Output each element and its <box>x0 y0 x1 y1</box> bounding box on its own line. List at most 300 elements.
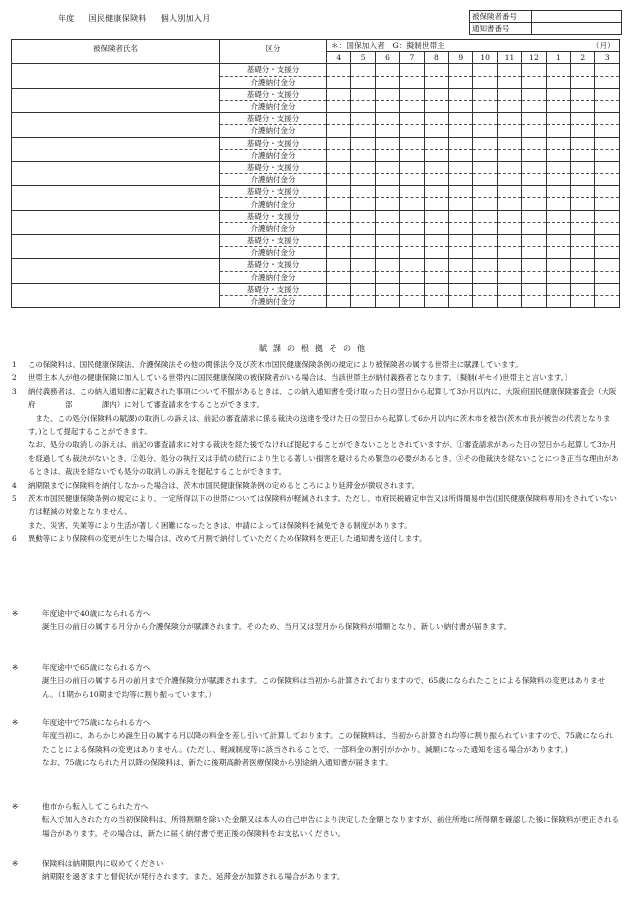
month-cell <box>571 113 595 125</box>
month-cell <box>473 125 497 137</box>
month-header-cell: 7 <box>400 52 424 64</box>
month-cell <box>424 100 448 112</box>
month-cell <box>351 247 375 259</box>
month-cell <box>595 259 620 271</box>
month-cell <box>424 137 448 149</box>
month-header-cell: 10 <box>473 52 497 64</box>
month-cell <box>595 100 620 112</box>
table-row <box>12 64 620 76</box>
month-cell <box>473 235 497 247</box>
note-item <box>12 385 620 412</box>
category-care: 介護納付金分 <box>220 271 327 283</box>
month-cell <box>327 295 351 307</box>
month-cell <box>546 283 570 295</box>
month-cell <box>400 113 424 125</box>
month-cell <box>327 149 351 161</box>
insured-number-value <box>532 11 622 23</box>
month-cell <box>571 64 595 76</box>
month-cell <box>400 149 424 161</box>
month-header-cell: 2 <box>571 52 595 64</box>
insured-number-label: 被保険者番号 <box>470 11 532 23</box>
month-cell <box>351 210 375 222</box>
month-cell <box>449 125 473 137</box>
month-header-cell: 8 <box>424 52 448 64</box>
month-cell <box>571 283 595 295</box>
month-header-cell: 4 <box>327 52 351 64</box>
month-cell <box>595 64 620 76</box>
special-note-heading <box>12 800 620 813</box>
month-cell <box>327 137 351 149</box>
month-cell <box>571 149 595 161</box>
note-item <box>12 519 620 532</box>
month-cell <box>497 113 521 125</box>
month-cell <box>375 222 399 234</box>
month-cell <box>595 113 620 125</box>
month-cell <box>522 161 546 173</box>
month-cell <box>375 174 399 186</box>
month-cell <box>595 88 620 100</box>
month-cell <box>473 259 497 271</box>
month-cell <box>327 76 351 88</box>
category-column-header: 区分 <box>220 40 327 64</box>
month-cell <box>424 113 448 125</box>
month-cell <box>449 259 473 271</box>
month-cell <box>497 161 521 173</box>
month-cell <box>424 283 448 295</box>
month-cell <box>424 222 448 234</box>
note-item <box>12 492 620 519</box>
month-cell <box>327 235 351 247</box>
month-cell <box>522 259 546 271</box>
month-cell <box>400 295 424 307</box>
month-header-cell: 9 <box>449 52 473 64</box>
month-cell <box>546 259 570 271</box>
month-cell <box>327 222 351 234</box>
note-mark: ※ <box>12 802 19 811</box>
note-mark: ※ <box>12 663 19 672</box>
category-care: 介護納付金分 <box>220 295 327 307</box>
month-cell <box>424 161 448 173</box>
month-cell <box>522 100 546 112</box>
month-cell <box>375 137 399 149</box>
month-cell <box>375 64 399 76</box>
month-cell <box>546 88 570 100</box>
special-note-body: 誕生日の前日の属する月分から介護保険分が賦課されます。そのため、当月又は翌月から保険料が増額となり、新しい納付書が届きます。 <box>42 622 512 632</box>
month-cell <box>546 222 570 234</box>
month-cell <box>375 100 399 112</box>
month-cell <box>546 235 570 247</box>
month-cell <box>473 64 497 76</box>
month-cell <box>522 271 546 283</box>
month-cell <box>327 88 351 100</box>
month-cell <box>449 247 473 259</box>
month-cell <box>400 271 424 283</box>
month-cell <box>351 64 375 76</box>
month-cell <box>375 161 399 173</box>
id-number-table <box>469 10 622 35</box>
note-text: 世帯主本人が他の健康保険に加入している世帯内に国民健康保険の被保険者がいる場合は、当該世帯主が納付義務者となります。〔擬制(ギセイ)世帯主と言います。〕 <box>28 373 572 383</box>
month-cell <box>400 76 424 88</box>
month-cell <box>571 198 595 210</box>
category-care: 介護納付金分 <box>220 247 327 259</box>
month-cell <box>351 271 375 283</box>
insured-name-cell <box>12 210 220 234</box>
table-row <box>12 161 620 173</box>
month-cell <box>351 100 375 112</box>
special-note-title: 年度途中で65歳になられる方へ <box>42 663 151 672</box>
month-cell <box>375 88 399 100</box>
note-item <box>12 532 620 545</box>
month-cell <box>449 295 473 307</box>
insured-name-cell <box>12 137 220 161</box>
month-cell <box>327 174 351 186</box>
month-cell <box>571 161 595 173</box>
month-cell <box>473 210 497 222</box>
month-cell <box>595 137 620 149</box>
month-cell <box>449 210 473 222</box>
month-cell <box>449 100 473 112</box>
month-cell <box>424 295 448 307</box>
month-cell <box>522 247 546 259</box>
month-cell <box>424 259 448 271</box>
month-cell <box>400 64 424 76</box>
month-cell <box>351 283 375 295</box>
note-number: 5 <box>12 494 17 504</box>
month-cell <box>327 113 351 125</box>
month-cell <box>473 198 497 210</box>
month-cell <box>497 174 521 186</box>
special-note <box>12 857 620 884</box>
month-cell <box>571 295 595 307</box>
month-cell <box>327 210 351 222</box>
month-cell <box>522 198 546 210</box>
month-cell <box>546 295 570 307</box>
month-cell <box>595 161 620 173</box>
month-cell <box>522 295 546 307</box>
special-note-body: 年度当初に、あらかじめ誕生日の属する月以降の料金を差し引いて計算しております。この保険料は、当初から計算され均等に割り振られていますので、75歳になられたことによる保険料の変更はありません。(ただし、軽減制度等に該当されることで、一部料金の割引がかかり、減額になった通知を送る場合があります。) <box>42 731 613 754</box>
month-cell <box>473 295 497 307</box>
month-cell <box>497 64 521 76</box>
month-cell <box>595 149 620 161</box>
month-cell <box>424 125 448 137</box>
month-cell <box>351 174 375 186</box>
insured-name-cell <box>12 88 220 112</box>
month-cell <box>522 235 546 247</box>
month-cell <box>571 76 595 88</box>
month-cell <box>449 149 473 161</box>
month-cell <box>375 210 399 222</box>
note-text: また、この処分(保険料の賦課)の取消しの訴えは、前記の審査請求に係る裁決の送達を受けた日の翌日から起算して6か月以内に茨木市を被告(茨木市長が被告の代表となります。)として提起することができます。 <box>28 413 611 437</box>
month-cell <box>424 210 448 222</box>
month-cell <box>571 210 595 222</box>
month-cell <box>522 113 546 125</box>
month-cell <box>497 210 521 222</box>
month-cell <box>375 295 399 307</box>
month-cell <box>327 198 351 210</box>
category-care: 介護納付金分 <box>220 125 327 137</box>
month-cell <box>571 88 595 100</box>
note-text: 異動等により保険料の変更が生じた場合は、改めて月割で納付していただくため保険料を更正した通知書を送付します。 <box>28 534 427 544</box>
month-cell <box>497 198 521 210</box>
month-cell <box>473 247 497 259</box>
month-cell <box>400 100 424 112</box>
month-cell <box>327 100 351 112</box>
category-care: 介護納付金分 <box>220 222 327 234</box>
month-cell <box>449 137 473 149</box>
month-cell <box>351 186 375 198</box>
month-cell <box>375 76 399 88</box>
month-cell <box>400 174 424 186</box>
month-cell <box>400 259 424 271</box>
note-text: また、災害、失業等により生活が著しく困難になったときは、申請によっては保険料を減免できる制度があります。 <box>28 520 412 530</box>
month-cell <box>375 235 399 247</box>
year-label: 年度 <box>58 14 75 23</box>
special-note <box>12 800 620 840</box>
month-cell <box>400 186 424 198</box>
month-cell <box>473 161 497 173</box>
month-cell <box>351 76 375 88</box>
month-cell <box>375 247 399 259</box>
note-number: 3 <box>12 386 17 396</box>
category-basic-support: 基礎分・支援分 <box>220 113 327 125</box>
month-header-cell: 12 <box>522 52 546 64</box>
month-cell <box>400 125 424 137</box>
month-cell <box>400 283 424 295</box>
month-cell <box>449 76 473 88</box>
month-cell <box>327 247 351 259</box>
month-cell <box>473 76 497 88</box>
month-cell <box>449 161 473 173</box>
special-note <box>12 607 620 634</box>
month-cell <box>546 186 570 198</box>
month-cell <box>497 100 521 112</box>
table-row <box>12 137 620 149</box>
month-cell <box>595 295 620 307</box>
month-header-cell: 11 <box>497 52 521 64</box>
month-cell <box>595 186 620 198</box>
month-cell <box>522 149 546 161</box>
month-cell <box>473 88 497 100</box>
month-cell <box>522 174 546 186</box>
month-cell <box>327 271 351 283</box>
month-cell <box>522 283 546 295</box>
month-cell <box>449 113 473 125</box>
month-cell <box>351 113 375 125</box>
month-cell <box>424 64 448 76</box>
note-text: なお、処分の取消しの訴えは、前記の審査請求に対する裁決を経た後でなければ提起することができないこととされていますが、①審査請求があった日の翌日から起算して3か月を経過しても裁決がないとき、②処分、処分の執行又は手続の続行により生じる著しい損害を避けるため緊急の必要があるとき、③その他裁決を経ないことにつき正当な理由があるときは、裁決を経ないでも処分の取消しの訴えを提起することができます。 <box>28 440 619 477</box>
month-cell <box>522 64 546 76</box>
note-item <box>12 412 620 439</box>
month-cell <box>522 88 546 100</box>
category-care: 介護納付金分 <box>220 100 327 112</box>
month-header-cell: 3 <box>595 52 620 64</box>
month-cell <box>449 283 473 295</box>
note-text: 納期限までに保険料を納付しなかった場合は、茨木市国民健康保険条例の定めるところにより延滞金が徴収されます。 <box>28 480 420 490</box>
category-care: 介護納付金分 <box>220 174 327 186</box>
month-cell <box>546 247 570 259</box>
month-cell <box>375 259 399 271</box>
month-cell <box>449 271 473 283</box>
month-cell <box>351 88 375 100</box>
note-number: 4 <box>12 480 17 490</box>
insured-name-cell <box>12 161 220 185</box>
month-cell <box>351 295 375 307</box>
note-mark: ※ <box>12 859 19 868</box>
special-note-body-extra: なお、75歳になられた月以降の保険料は、新たに後期高齢者医療保険から別途納入通知書が届きます。 <box>42 758 393 768</box>
note-text: 茨木市国民健康保険条例の規定により、一定所得以下の世帯については保険料が軽減されます。ただし、市府民税確定申告又は所得簡易申告(国民健康保険料専用)をされていない方は軽減の対象となりません。 <box>28 494 617 517</box>
special-note-heading <box>12 716 620 729</box>
month-cell <box>375 198 399 210</box>
month-cell <box>571 186 595 198</box>
month-cell <box>473 137 497 149</box>
month-cell <box>546 174 570 186</box>
month-cell <box>375 113 399 125</box>
month-cell <box>497 295 521 307</box>
month-cell <box>375 186 399 198</box>
month-cell <box>595 76 620 88</box>
insured-name-cell <box>12 283 220 307</box>
special-note-body: 転入で加入された方の当初保険料は、所得割額を除いた金額又は本人の自己申告により決定した金額となりますが、前住所地に所得額を確認した後に保険料が更正される場合があります。その場合は、新たに届く納付書で更正後の保険料をお支払いください。 <box>42 815 620 838</box>
unit-label: （月） <box>591 41 615 51</box>
month-cell <box>546 271 570 283</box>
category-basic-support: 基礎分・支援分 <box>220 259 327 271</box>
table-row <box>12 88 620 100</box>
month-cell <box>497 137 521 149</box>
month-cell <box>571 125 595 137</box>
month-cell <box>400 247 424 259</box>
month-cell <box>546 137 570 149</box>
month-cell <box>522 137 546 149</box>
section-title: 賦課の根拠その他 <box>259 344 371 353</box>
month-cell <box>546 113 570 125</box>
month-cell <box>595 235 620 247</box>
month-cell <box>497 222 521 234</box>
month-cell <box>473 283 497 295</box>
insured-name-cell <box>12 64 220 88</box>
month-cell <box>351 198 375 210</box>
month-cell <box>595 210 620 222</box>
special-note <box>12 716 620 770</box>
month-cell <box>595 247 620 259</box>
month-cell <box>522 125 546 137</box>
month-cell <box>571 259 595 271</box>
month-cell <box>473 186 497 198</box>
month-cell <box>522 76 546 88</box>
month-cell <box>595 174 620 186</box>
month-cell <box>400 137 424 149</box>
month-cell <box>571 137 595 149</box>
month-cell <box>424 88 448 100</box>
category-basic-support: 基礎分・支援分 <box>220 161 327 173</box>
special-note-title: 他市から転入してこられた方へ <box>42 802 149 811</box>
month-cell <box>327 186 351 198</box>
month-cell <box>351 125 375 137</box>
month-cell <box>424 76 448 88</box>
special-note <box>12 661 620 701</box>
table-row <box>12 210 620 222</box>
month-cell <box>497 186 521 198</box>
month-cell <box>497 259 521 271</box>
month-cell <box>497 125 521 137</box>
month-cell <box>473 271 497 283</box>
month-cell <box>497 76 521 88</box>
notes-list <box>12 358 620 546</box>
note-mark: ※ <box>12 609 19 618</box>
special-note-heading <box>12 857 620 870</box>
month-cell <box>571 271 595 283</box>
month-cell <box>497 235 521 247</box>
name-column-header: 被保険者氏名 <box>12 40 220 64</box>
document-title <box>58 13 225 24</box>
legend-text: ＊：国保加入者 G：擬制世帯主 <box>331 41 445 51</box>
month-cell <box>449 88 473 100</box>
month-cell <box>449 64 473 76</box>
month-cell <box>400 222 424 234</box>
month-cell <box>400 235 424 247</box>
month-cell <box>327 259 351 271</box>
month-cell <box>497 271 521 283</box>
category-basic-support: 基礎分・支援分 <box>220 210 327 222</box>
month-cell <box>546 76 570 88</box>
category-basic-support: 基礎分・支援分 <box>220 88 327 100</box>
table-row <box>12 235 620 247</box>
note-number: 1 <box>12 360 17 369</box>
month-cell <box>424 149 448 161</box>
special-note-body: 誕生日の前日の属する月の前月まで介護保険分が賦課されます。この保険料は当初から計算されておりますので、65歳になられたことによる保険料の変更はありません。（1期から10期まで均等に割り振っています。） <box>42 676 606 699</box>
month-cell <box>375 271 399 283</box>
month-cell <box>595 222 620 234</box>
month-header-cell: 1 <box>546 52 570 64</box>
month-cell <box>546 161 570 173</box>
month-cell <box>449 222 473 234</box>
month-cell <box>327 283 351 295</box>
month-cell <box>400 161 424 173</box>
note-item <box>12 358 620 371</box>
insured-name-cell <box>12 259 220 283</box>
month-cell <box>424 186 448 198</box>
month-cell <box>327 125 351 137</box>
month-cell <box>571 222 595 234</box>
month-cell <box>571 174 595 186</box>
month-cell <box>449 174 473 186</box>
month-cell <box>546 210 570 222</box>
month-cell <box>351 222 375 234</box>
month-header-cell: 6 <box>375 52 399 64</box>
month-cell <box>473 222 497 234</box>
note-number: 6 <box>12 534 17 544</box>
month-cell <box>375 125 399 137</box>
month-cell <box>424 198 448 210</box>
month-cell <box>522 222 546 234</box>
category-basic-support: 基礎分・支援分 <box>220 186 327 198</box>
month-cell <box>351 161 375 173</box>
month-cell <box>400 198 424 210</box>
month-cell <box>473 149 497 161</box>
category-care: 介護納付金分 <box>220 149 327 161</box>
month-cell <box>424 271 448 283</box>
month-cell <box>546 100 570 112</box>
month-cell <box>327 161 351 173</box>
month-cell <box>424 247 448 259</box>
table-row <box>12 113 620 125</box>
month-cell <box>595 125 620 137</box>
month-cell <box>351 235 375 247</box>
special-note-title: 保険料は納期限内に収めてください <box>42 859 164 868</box>
month-cell <box>497 88 521 100</box>
note-item <box>12 438 620 478</box>
month-cell <box>571 100 595 112</box>
note-text: 納付義務者は、この納入通知書に記載された事項について不服があるときは、この納入通知書を受け取った日の翌日から起算して3か月以内に、大阪府国民健康保険審査会（大阪府 部 課内）に対して審査請求をすることができます。 <box>28 386 617 410</box>
